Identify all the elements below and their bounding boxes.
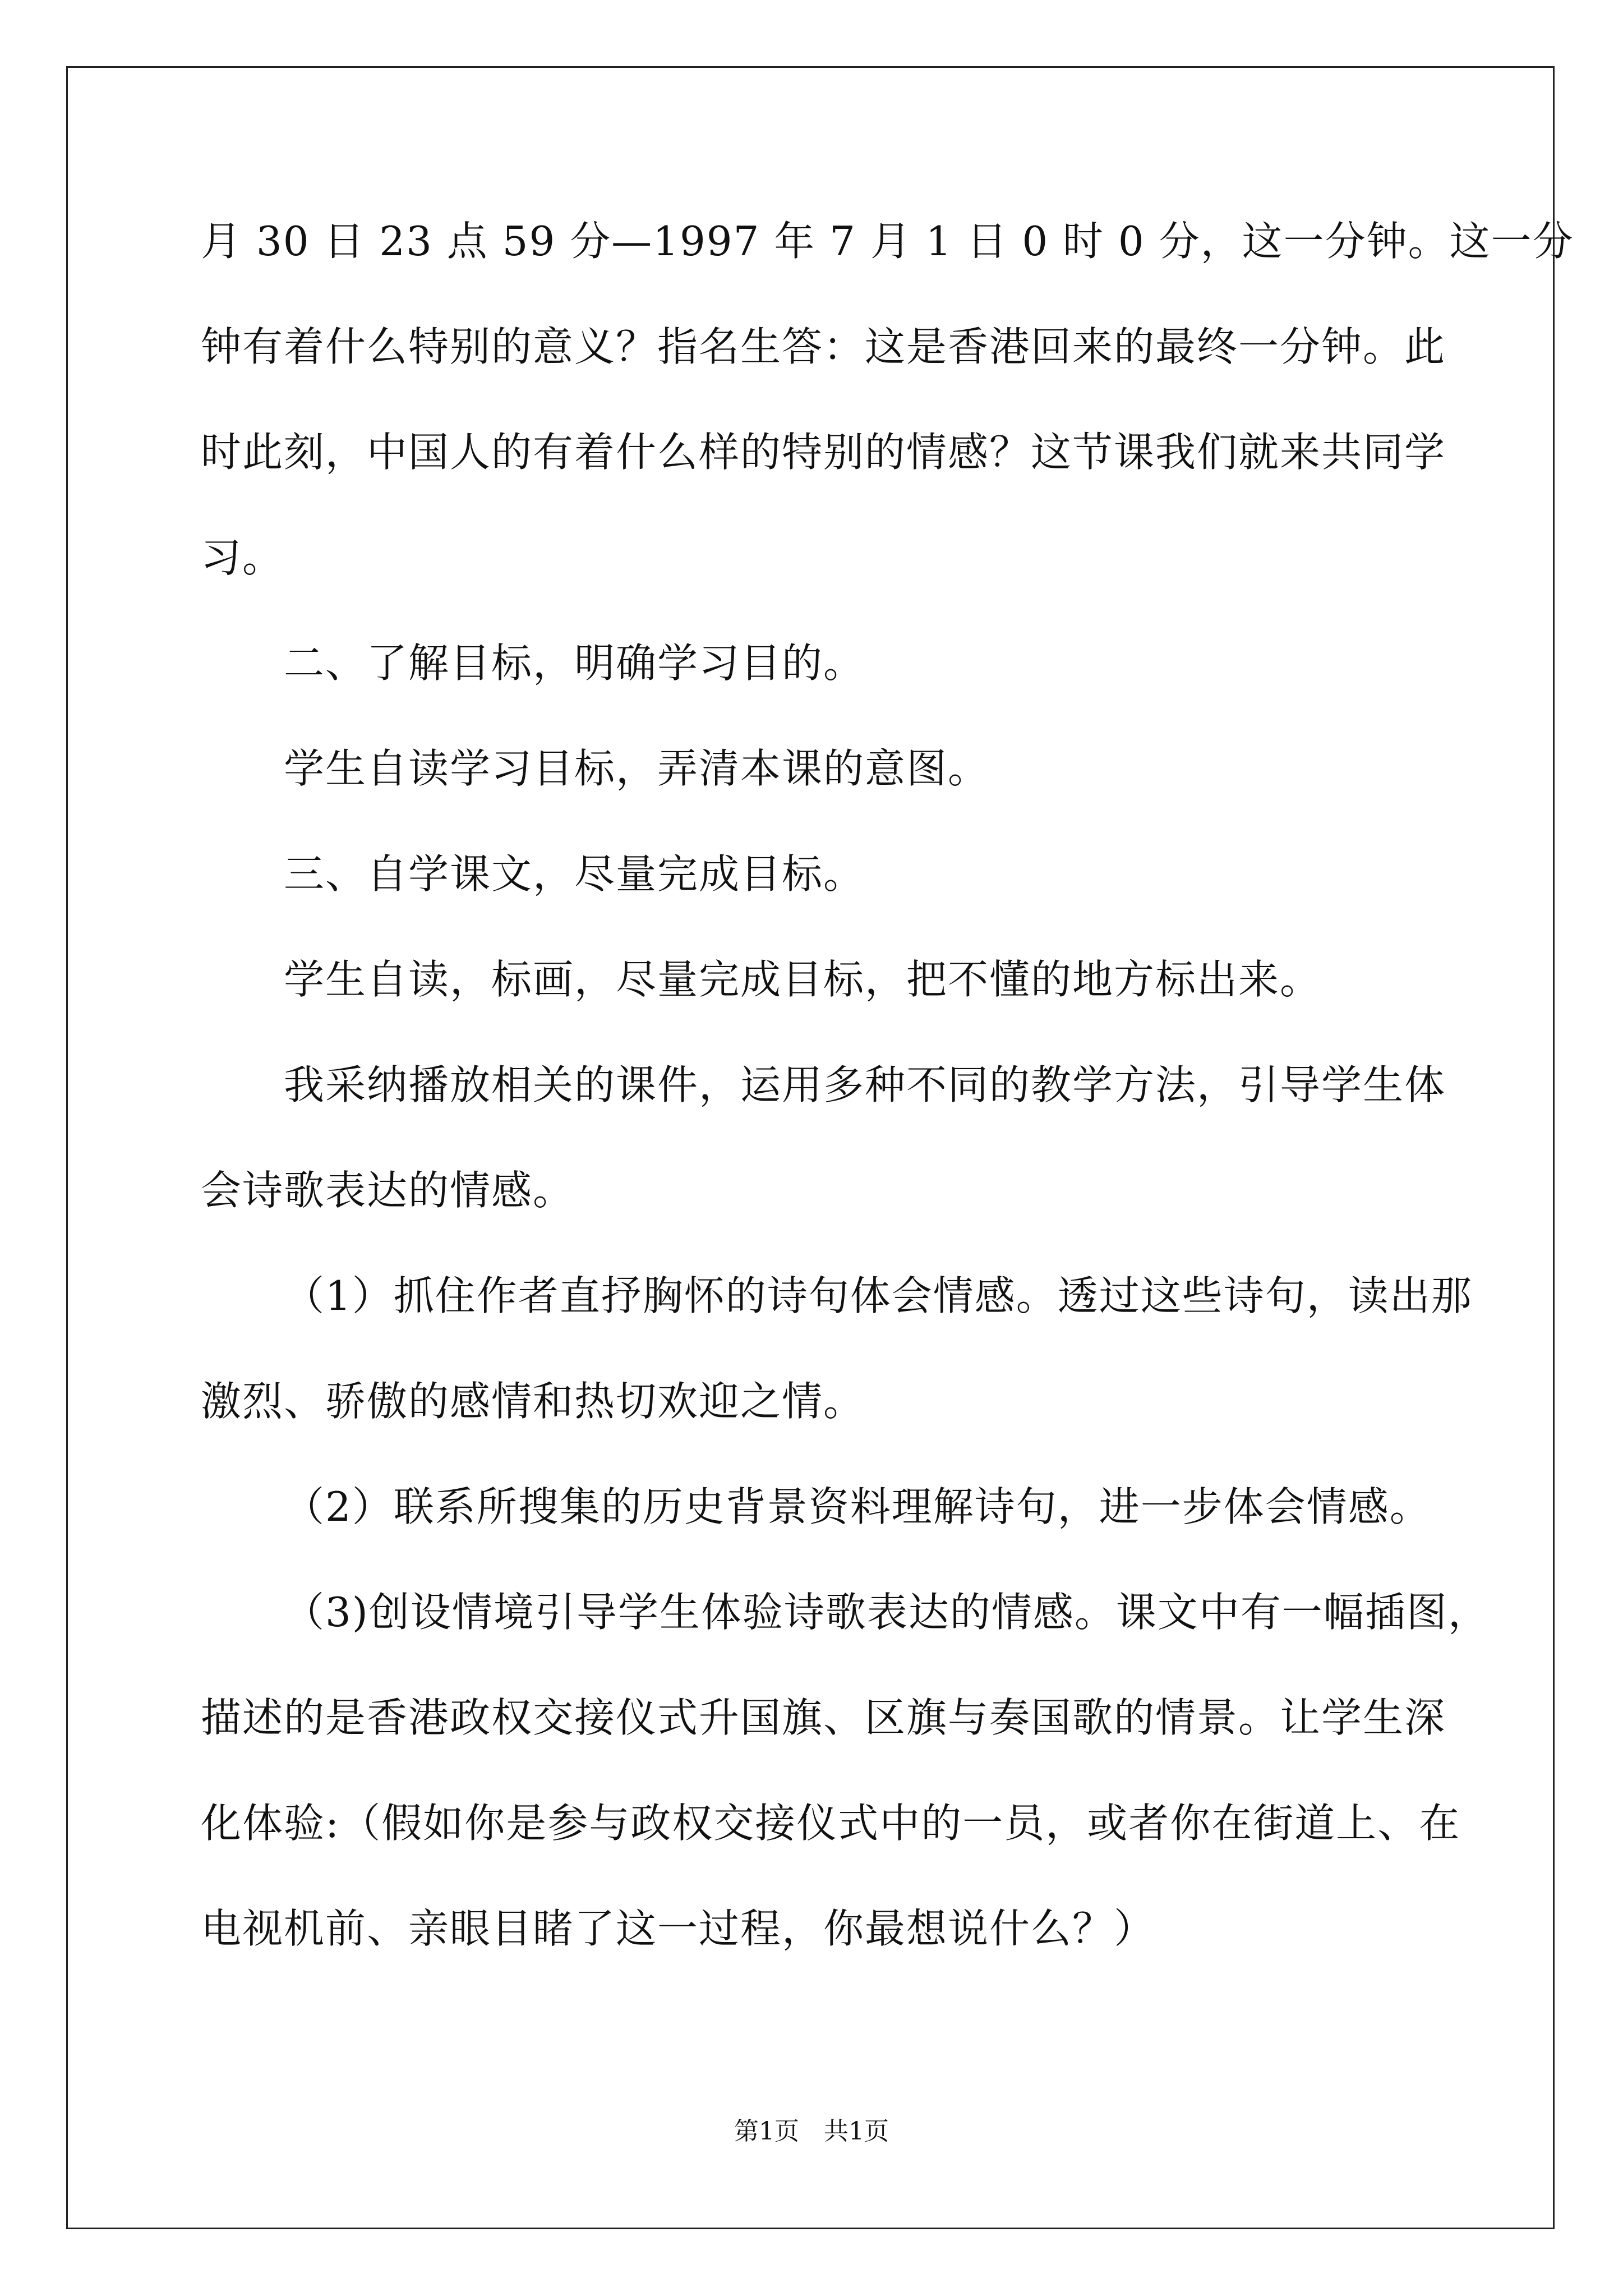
paragraph-1-line-3: 时此刻，中国人的有着什么样的特别的情感？这节课我们就来共同学 <box>201 429 1446 476</box>
paragraph-1-line-2: 钟有着什么特别的意义？指名生答：这是香港回来的最终一分钟。此 <box>201 323 1446 370</box>
paragraph-8-line-1: （2）联系所搜集的历史背景资料理解诗句，进一步体会情感。 <box>284 1483 1431 1530</box>
paragraph-6-line-1: 我采纳播放相关的课件，运用多种不同的教学方法，引导学生体 <box>284 1061 1446 1108</box>
paragraph-9-line-2: 描述的是香港政权交接仪式升国旗、区旗与奏国歌的情景。让学生深 <box>201 1694 1446 1741</box>
paragraph-1-line-1: 月 30 日 23 点 59 分—1997 年 7 月 1 日 0 时 0 分，这一分钟。这一分 <box>201 218 1574 265</box>
paragraph-1-line-4: 习。 <box>201 534 284 581</box>
paragraph-5-line-1: 学生自读，标画，尽量完成目标，把不懂的地方标出来。 <box>284 956 1322 1003</box>
paragraph-7-line-2: 激烈、骄傲的感情和热切欢迎之情。 <box>201 1378 865 1425</box>
paragraph-7-line-1: （1）抓住作者直抒胸怀的诗句体会情感。透过这些诗句，读出那 <box>284 1272 1473 1319</box>
section-heading-2: 二、了解目标，明确学习目的。 <box>284 639 865 687</box>
paragraph-6-line-2: 会诗歌表达的情感。 <box>201 1167 575 1214</box>
section-heading-3: 三、自学课文，尽量完成目标。 <box>284 850 865 898</box>
paragraph-9-line-3: 化体验:（假如你是参与政权交接仪式中的一员，或者你在街道上、在 <box>201 1800 1461 1847</box>
paragraph-3-line-1: 学生自读学习目标，弄清本课的意图。 <box>284 745 990 792</box>
paragraph-9-line-1: （3)创设情境引导学生体验诗歌表达的情感。课文中有一幅插图， <box>284 1589 1490 1636</box>
paragraph-9-line-4: 电视机前、亲眼目睹了这一过程，你最想说什么？） <box>201 1905 1156 1952</box>
page-number-footer: 第1页 共1页 <box>734 2117 889 2146</box>
